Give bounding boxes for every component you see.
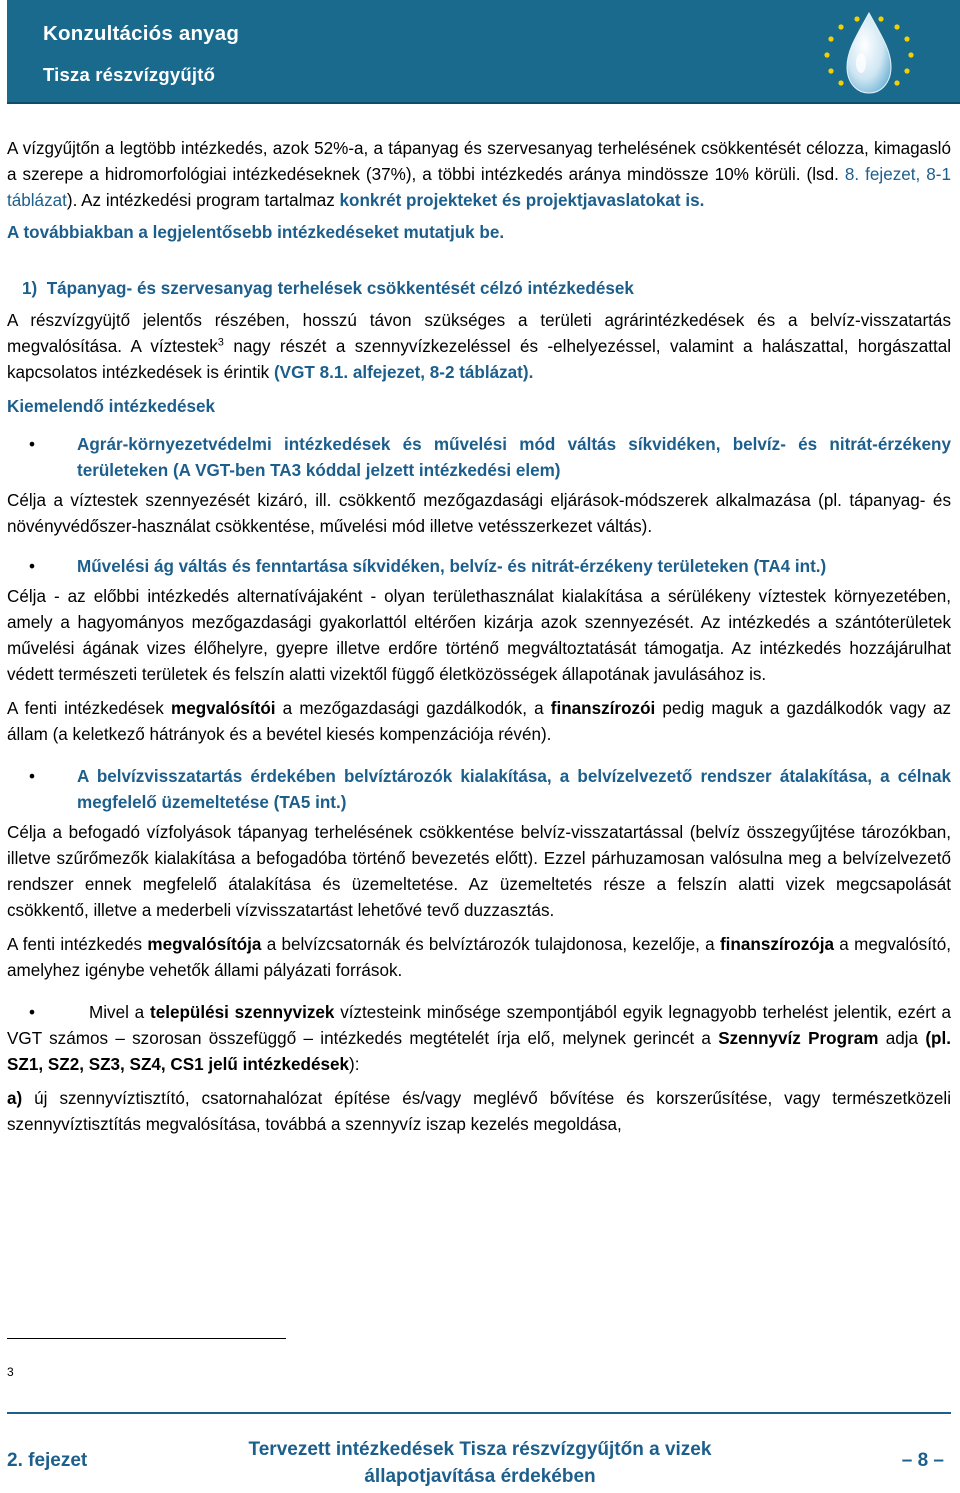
page-number: – 8 – (901, 1450, 944, 1471)
measure-paragraph: Célja - az előbbi intézkedés alternatívájaként - olyan területhasználat kialakítása a sérülékeny víztestek környezetében, amely a hagyományos mezőgazdasági gyakorlattól eltérően kizárja azok szennyezését. Az intézkedés a szántóterületek művelési ágának vizes élőhelyre, gyepre illetve erdőre történő megváltoztatását támogatja. Az intézkedés hozzájárulhat védett természeti területek és felszín alatti vizektől függő életközösségek állapotának javulásához is. (7, 587, 951, 684)
intro-paragraph: A vízgyűjtőn a legtöbb intézkedés, azok 52%-a, a tápanyag és szervesanyag terhelésének csökkentését célozza, kimagasló a szerepe a hidromorfológiai intézkedéseknek (37%), a többi intézkedés aránya mindössze 10% körüli. (lsd. 8. fejezet, 8-1 táblázat). Az intézkedési program tartalmaz konkrét projekteket és projektjavaslatokat is. (7, 139, 952, 210)
bullet-item: • Agrár-környezetvédelmi intézkedések és művelési mód váltás síkvidéken, belvíz- és nitrát-érzékeny területeken (A VGT-ben TA3 kóddal jelzett intézkedési elem) (7, 432, 951, 484)
bullet-item: • A belvízvisszatartás érdekében belvíztározók kialakítása, a belvízelvezető rendszer átalakítása, a célnak megfelelő üzemeltetése (TA5 int.) (7, 764, 951, 816)
bullet-icon: • (29, 557, 35, 576)
footer-title: Tervezett intézkedések Tisza részvízgyűjtőn a vizek (248, 1439, 712, 1460)
bullet-item: • Mivel a települési szennyvizek víztesteink minőségе szempontjából egyik legnagyobb terhelést jelentik, ezért a VGT számos – szorosan összefüggő – intézkedés megtételét írja elő, melynek gerincét a Szennyvíz Program adja (pl. SZ1, SZ2, SZ3, SZ4, CS1 jelű intézkedések): (7, 1000, 951, 1078)
footer-title-continued: állapotjavítása érdekében (364, 1466, 596, 1487)
footnote-divider (7, 1338, 286, 1339)
list-item-a: a) új szennyvíztisztító, csatornahalózat építése és/vagy meglévő bővítése és korszerűsítése, vagy természetközeli szennyvíztisztítás megvalósítása, továbbá a szennyvíz iszap kezelés megoldása, (7, 1089, 951, 1134)
section-heading: 1) Tápanyag- és szervesanyag terhelések csökkentését célzó intézkedések (22, 279, 634, 298)
implementer-paragraph: A fenti intézkedések megvalósítói a mezőgazdasági gazdálkodók, a finanszírozói pedig maguk a gazdálkodók vagy az állam (a keletkező hátrányok és a bevétel kiesés kompenzációja révén). (7, 699, 951, 744)
document-body (7, 136, 951, 1138)
footer-divider (7, 1412, 951, 1414)
bullet-icon: • (29, 1003, 35, 1022)
header-title: Konzultációs anyag (43, 22, 240, 45)
header-band (7, 0, 960, 104)
footer-chapter: 2. fejezet (7, 1450, 88, 1471)
header-subtitle: Tisza részvízgyűjtő (43, 64, 216, 85)
measure-paragraph: Célja a víztestek szennyezését kizáró, ill. csökkentő mezőgazdasági eljárások-módszerek alkalmazása (pl. tápanyag- és növényvédőszer-használat csökkentése, művelési mód illetve vetésszerkezet váltás). (7, 491, 951, 536)
footnote-reference[interactable]: 3 (217, 336, 224, 349)
measure-paragraph: Célja a befogadó vízfolyások tápanyag terhelésének csökkentése belvíz-visszatartással (belvíz összegyűjtése tározókban, illetve szűrőmezők kialakítása a befogadóba történő bevezetés előtt). Ezzel párhuzamosan valósulna meg a belvízelvezető rendszer ennek megfelelő átalakítása és üzemeltetése. Az üzemeltetés része a felszín alatti vizek megcsapolását csökkentő, illetve a mederbeli vízvisszatartást lehetővé tevő duzzasztás. (7, 823, 951, 920)
footnote-mark: 3 (7, 1365, 14, 1379)
section-paragraph: A részvízgyüjtő jelentős részében, hosszú távon szükséges a területi agrárintézkedések és a belvíz-visszatartás megvalósítása. A víztestek$^3$ nagy részét a szennyvízkezeléssel és -elhelyezéssel, valamint a halászattal, horgászattal kapcsolatos intézkedések is érintik (VGT 8.1. alfejezet, 8-2 táblázat). (7, 311, 952, 382)
subheading: Kiemelendő intézkedések (7, 397, 216, 416)
bullet-item: • Művelési ág váltás és fenntartása síkvidéken, belvíz- és nitrát-érzékeny területeken (TA4 int.) (7, 554, 951, 580)
lead-paragraph: A továbbiakban a legjelentősebb intézkedéseket mutatjuk be. (7, 223, 505, 242)
bullet-icon: • (29, 767, 35, 786)
eu-water-drop-logo-icon (807, 5, 932, 101)
bullet-icon: • (29, 435, 35, 454)
implementer-paragraph: A fenti intézkedés megvalósítója a belvízcsatornák és belvíztározók tulajdonosa, kezelője, a finanszírozója a megvalósító, amelyhez igénybe vehetők állami pályázati források. (7, 935, 951, 980)
chapter-reference-link[interactable]: 8. fejezet, 8-1 táblázat (7, 165, 952, 210)
